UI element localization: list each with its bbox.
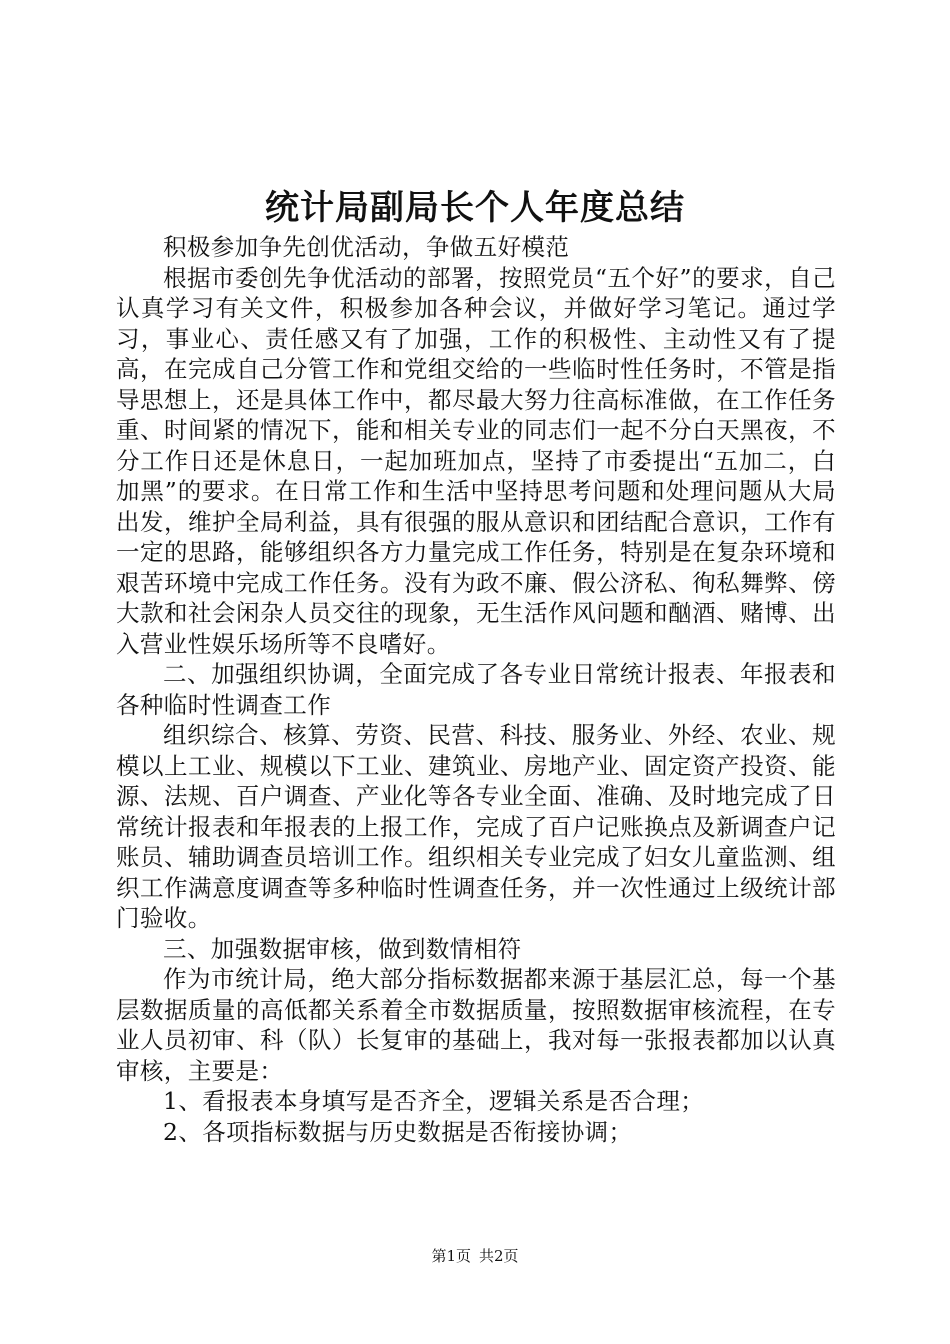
list-item-2: 2、各项指标数据与历史数据是否衔接协调；	[163, 1117, 633, 1146]
page-footer	[0, 1246, 950, 1266]
page-total: 共2页	[479, 1247, 519, 1265]
paragraph-1: 根据市委创先争优活动的部署，按照党员“五个好”的要求，自己认真学习有关文件，积极参加各种会议，并做好学习笔记。通过学习，事业心、责任感又有了加强，工作的积极性、主动性又有了提高，在完成自己分管工作和党组交给的一些临时性任务时，不管是指导思想上，还是具体工作中，都尽最大努力往高标准做，在工作任务重、时间紧的情况下，能和相关专业的同志们一起不分白天黑夜，不分工作日还是休息日，一起加班加点，坚持了市委提出“五加二，白加黑”的要求。在日常工作和生活中坚持思考问题和处理问题从大局出发，维护全局利益，具有很强的服从意识和团结配合意识，工作有一定的思路，能够组织各方力量完成工作任务，特别是在复杂环境和艰苦环境中完成工作任务。没有为政不廉、假公济私、徇私舞弊、傍大款和社会闲杂人员交往的现象，无生活作风问题和酗酒、赌博、出入营业性娱乐场所等不良嗜好。	[116, 263, 836, 658]
paragraph-2: 组织综合、核算、劳资、民营、科技、服务业、外经、农业、规模以上工业、规模以下工业、建筑业、房地产业、固定资产投资、能源、法规、百户调查、产业化等各专业全面、准确、及时地完成了日常统计报表和年报表的上报工作，完成了百户记账换点及新调查户记账员、辅助调查员培训工作。组织相关专业完成了妇女儿童监测、组织工作满意度调查等多种临时性调查任务，并一次性通过上级统计部门验收。	[116, 721, 836, 932]
section-heading-3: 三、加强数据审核，做到数情相符	[163, 934, 522, 963]
document-title: 统计局副局长个人年度总结	[265, 188, 685, 228]
document-body	[116, 232, 836, 1147]
list-item-1: 1、看报表本身填写是否齐全，逻辑关系是否合理；	[163, 1087, 705, 1115]
page-number: 第1页	[431, 1247, 471, 1265]
section-heading-1: 积极参加争先创优活动，争做五好模范	[163, 233, 570, 261]
section-heading-2: 二、加强组织协调，全面完成了各专业日常统计报表、年报表和各种临时性调查工作	[116, 660, 836, 719]
paragraph-3: 作为市统计局，绝大部分指标数据都来源于基层汇总，每一个基层数据质量的高低都关系着全市数据质量，按照数据审核流程，在专业人员初审、科（队）长复审的基础上，我对每一张报表都加以认真审核，主要是：	[116, 965, 836, 1085]
